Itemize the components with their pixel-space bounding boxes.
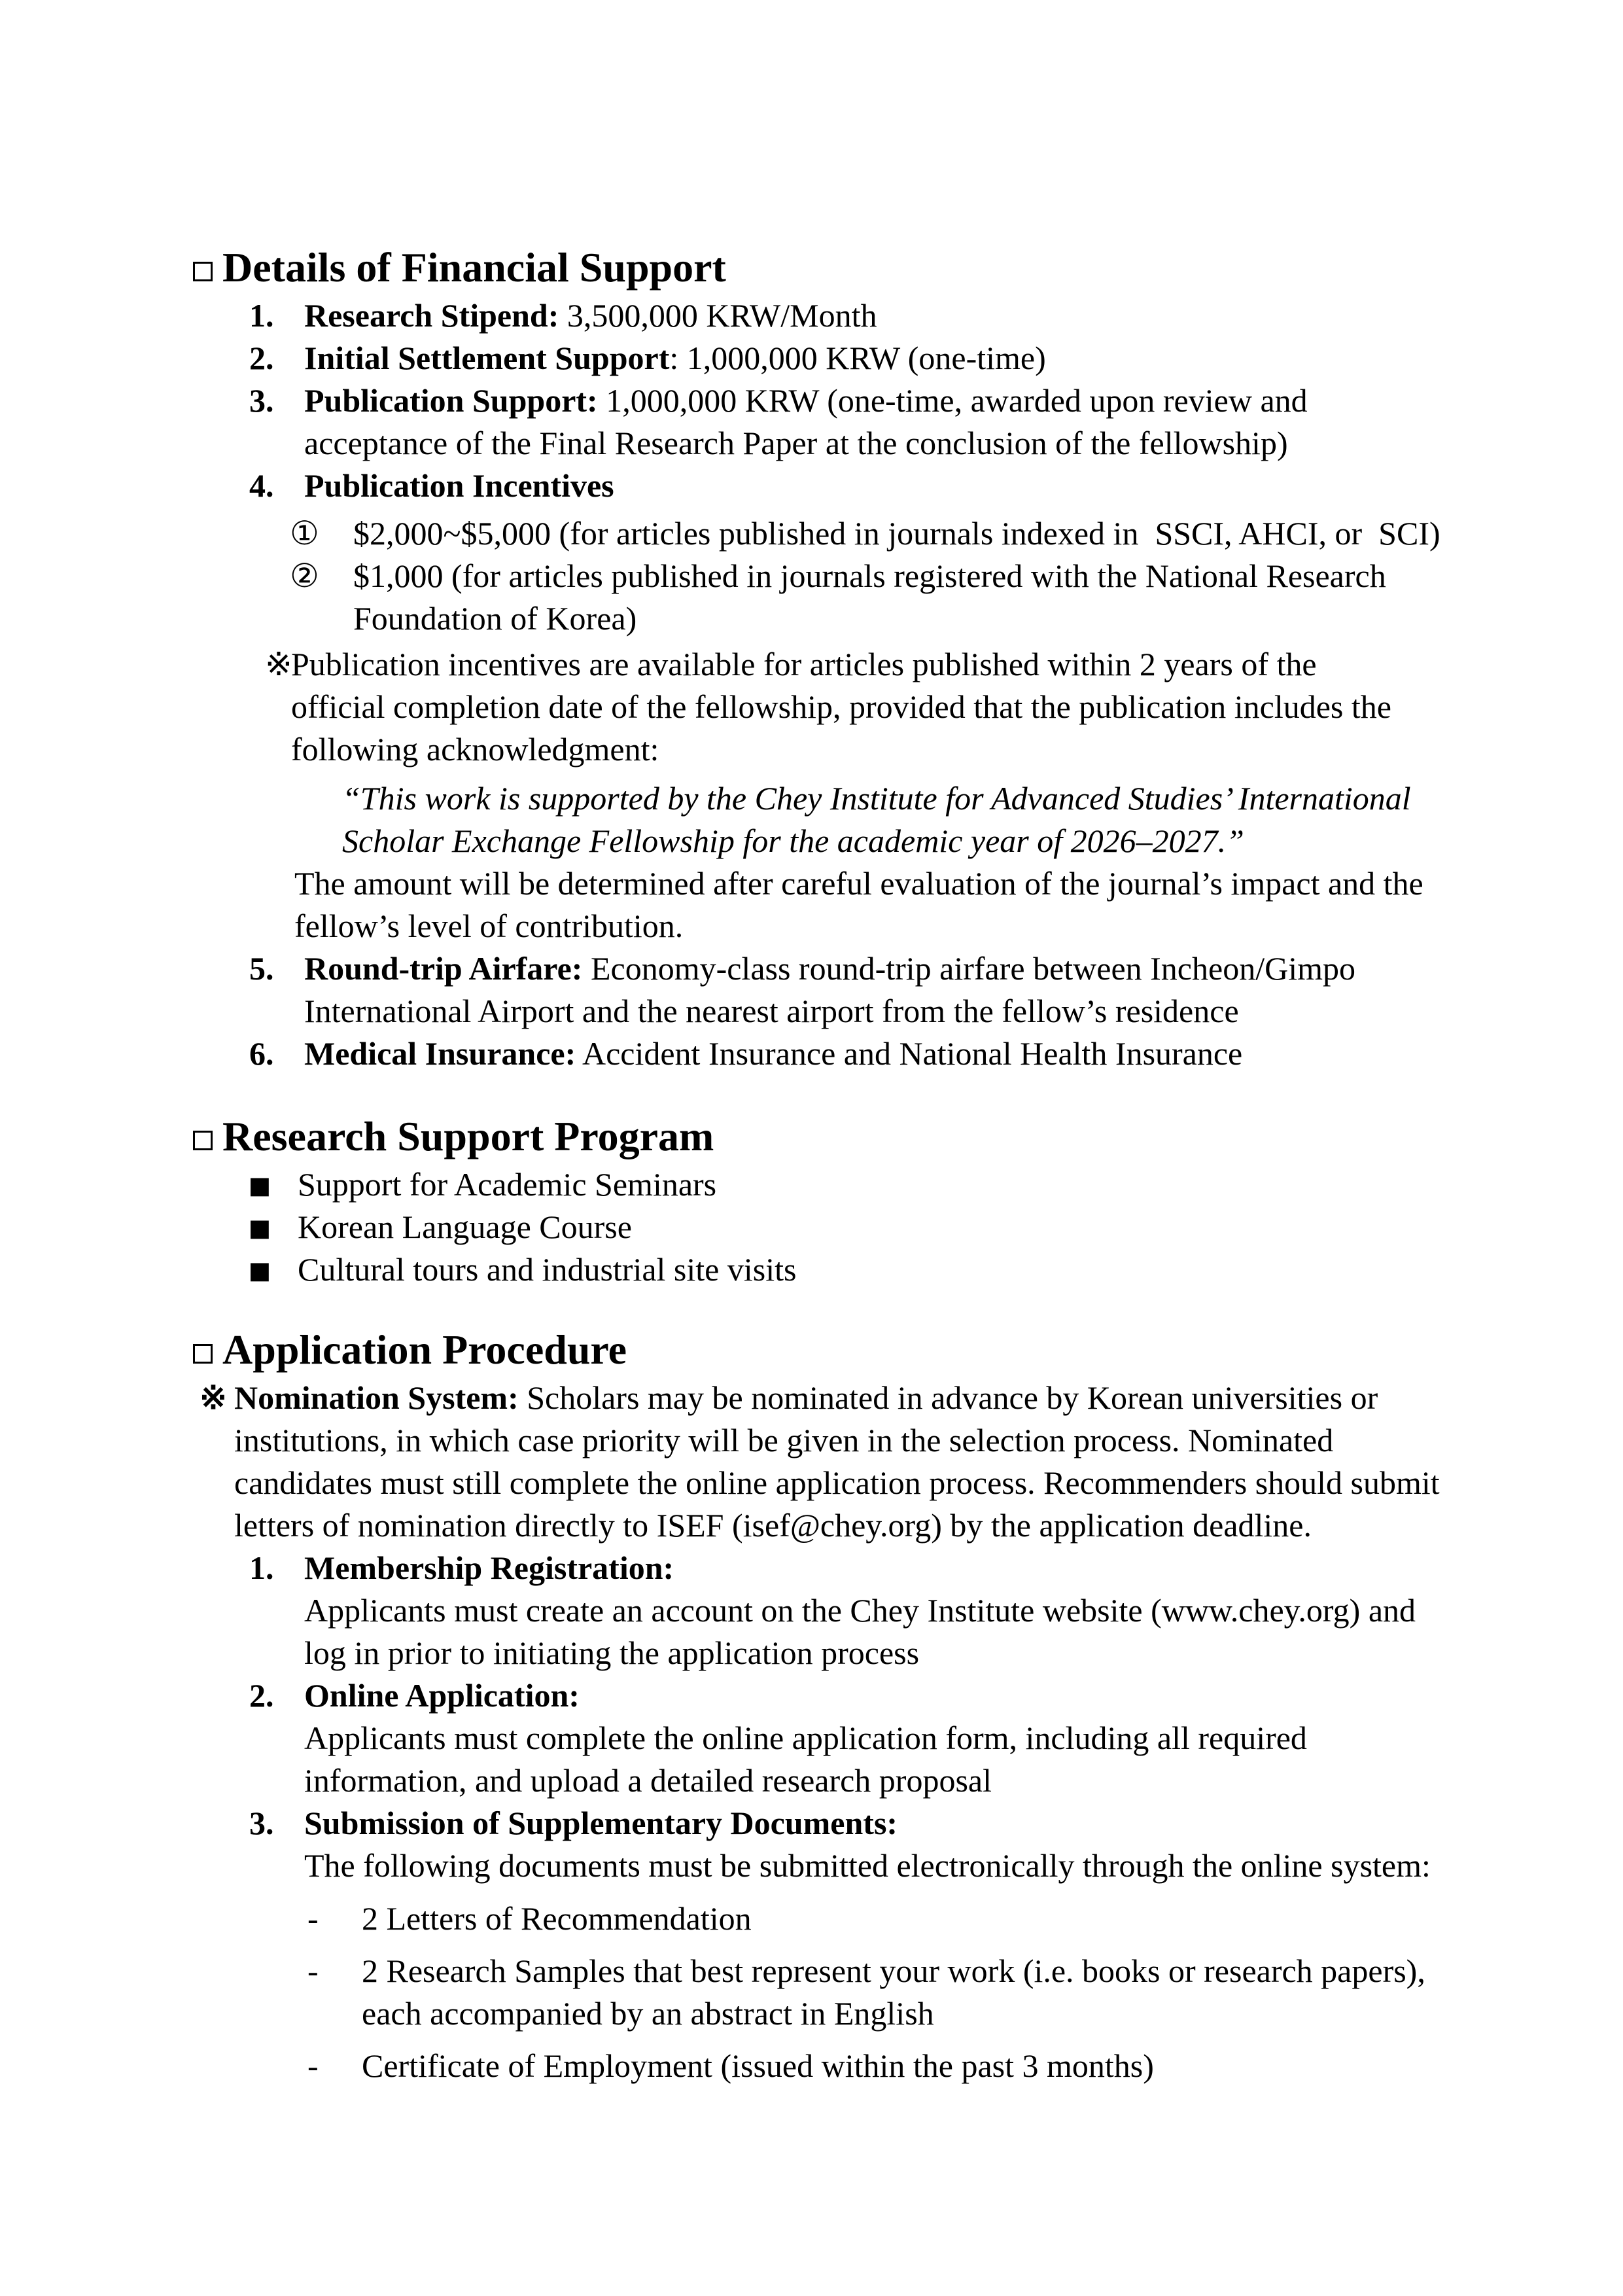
section-heading-application-procedure xyxy=(193,1324,1459,1375)
text-line: The following documents must be submitted electronically through the online system: xyxy=(304,1847,1431,1884)
text-line: Korean Language Course xyxy=(298,1209,632,1245)
text-line xyxy=(304,294,1459,337)
item-label: Round-trip Airfare: xyxy=(304,950,583,987)
text-line xyxy=(234,1377,1459,1419)
text-line: $2,000~$5,000 (for articles published in journals indexed in SSCI, AHCI, or SCI) xyxy=(353,515,1440,552)
step-online-application xyxy=(193,1674,1459,1717)
item-label: Initial Settlement Support xyxy=(304,340,670,376)
text-line xyxy=(304,1033,1459,1075)
list-item-medical-insurance xyxy=(193,1033,1459,1075)
circled-digit-1-icon: ① xyxy=(290,515,319,552)
sub-item-incentive-2 xyxy=(193,555,1459,640)
list-number: 3. xyxy=(249,382,274,419)
item-label: Medical Insurance: xyxy=(304,1035,576,1072)
square-bullet-icon: ▪ xyxy=(247,1163,272,1206)
section-heading-text: Details of Financial Support xyxy=(222,244,726,291)
list-number: 4. xyxy=(249,467,274,504)
text-line: Applicants must create an account on the Chey Institute website (www.chey.org) and xyxy=(304,1592,1416,1629)
text-line xyxy=(304,380,1459,422)
section-heading-text: Research Support Program xyxy=(222,1113,714,1159)
text-line: Certificate of Employment (issued within the past 3 months) xyxy=(362,2047,1154,2084)
item-text: Economy-class round-trip airfare between Incheon/Gimpo xyxy=(582,950,1355,987)
text-line: acceptance of the Final Research Paper at the conclusion of the fellowship) xyxy=(304,425,1288,461)
step-label: Online Application: xyxy=(304,1677,580,1714)
step-label: Membership Registration: xyxy=(304,1549,674,1586)
reference-mark-icon: ※ xyxy=(265,646,292,682)
list-number: 1. xyxy=(249,1549,274,1586)
square-bullet-icon: ▪ xyxy=(247,1248,272,1291)
acknowledgment-quote xyxy=(193,777,1459,862)
text-line xyxy=(304,947,1459,990)
doc-item-research-samples xyxy=(193,1950,1459,2035)
dash-bullet: - xyxy=(307,1900,319,1937)
text-line: fellow’s level of contribution. xyxy=(294,908,684,944)
outline-square-bullet-icon xyxy=(193,262,213,281)
list-item-round-trip-airfare xyxy=(193,947,1459,1033)
item-text: : 1,000,000 KRW (one-time) xyxy=(669,340,1046,376)
section-heading-text: Application Procedure xyxy=(222,1326,627,1373)
text-line: following acknowledgment: xyxy=(291,731,659,768)
bullet-item-cultural-tours xyxy=(193,1248,1459,1291)
step-label: Submission of Supplementary Documents: xyxy=(304,1805,898,1841)
text-line: log in prior to initiating the application process xyxy=(304,1634,920,1671)
list-number: 3. xyxy=(249,1805,274,1841)
item-text: Accident Insurance and National Health Insurance xyxy=(576,1035,1243,1072)
step-online-application-paragraph xyxy=(193,1717,1459,1802)
note-nomination-system xyxy=(193,1377,1459,1547)
text-line: Foundation of Korea) xyxy=(353,600,637,637)
quote-line: “This work is supported by the Chey Institute for Advanced Studies’ International xyxy=(342,780,1411,817)
text-line: 2 Research Samples that best represent your work (i.e. books or research papers), xyxy=(362,1952,1425,1989)
step-supplementary-documents xyxy=(193,1802,1459,1845)
dash-bullet: - xyxy=(307,2047,319,2084)
text-line: Cultural tours and industrial site visits xyxy=(298,1251,797,1288)
square-bullet-icon: ▪ xyxy=(247,1206,272,1248)
text-line: The amount will be determined after careful evaluation of the journal’s impact and the xyxy=(294,865,1423,902)
step-supplementary-documents-paragraph xyxy=(193,1845,1459,1887)
text-line: institutions, in which case priority will be given in the selection process. Nominated xyxy=(234,1422,1334,1458)
reference-mark-icon: ※ xyxy=(200,1379,227,1416)
item-text: 1,000,000 KRW (one-time, awarded upon review and xyxy=(597,382,1308,419)
bullet-item-korean-language xyxy=(193,1206,1459,1248)
quote-line: Scholar Exchange Fellowship for the academic year of 2026–2027.” xyxy=(342,822,1244,859)
list-item-publication-support xyxy=(193,380,1459,465)
item-label: Publication Support: xyxy=(304,382,598,419)
amount-determination-text xyxy=(193,862,1459,947)
text-line: information, and upload a detailed research proposal xyxy=(304,1762,992,1799)
item-label: Nomination System: xyxy=(234,1379,519,1416)
outline-square-bullet-icon xyxy=(193,1131,213,1150)
text-line: Support for Academic Seminars xyxy=(298,1166,717,1203)
section-heading-financial-support xyxy=(193,242,1459,293)
note-publication-incentives xyxy=(193,643,1459,771)
list-number: 6. xyxy=(249,1035,274,1072)
list-number: 5. xyxy=(249,950,274,987)
text-line: each accompanied by an abstract in English xyxy=(362,1995,934,2032)
text-line xyxy=(304,337,1459,380)
text-line: $1,000 (for articles published in journals registered with the National Research xyxy=(353,557,1386,594)
text-line: official completion date of the fellowship, provided that the publication includes the xyxy=(291,688,1391,725)
list-number: 2. xyxy=(249,340,274,376)
text-line: letters of nomination directly to ISEF (isef@chey.org) by the application deadline. xyxy=(234,1507,1312,1544)
doc-item-letters-of-recommendation xyxy=(193,1898,1459,1940)
sub-item-incentive-1 xyxy=(193,512,1459,555)
list-item-publication-incentives xyxy=(193,465,1459,507)
text-line: Publication incentives are available for articles published within 2 years of the xyxy=(291,646,1317,682)
text-line: candidates must still complete the online application process. Recommenders should submit xyxy=(234,1464,1440,1501)
list-number: 1. xyxy=(249,297,274,334)
text-line xyxy=(304,465,1459,507)
text-line: 2 Letters of Recommendation xyxy=(362,1900,752,1937)
step-membership-registration xyxy=(193,1547,1459,1589)
text-line: Applicants must complete the online application form, including all required xyxy=(304,1720,1307,1756)
item-text: Scholars may be nominated in advance by Korean universities or xyxy=(518,1379,1378,1416)
item-label: Publication Incentives xyxy=(304,467,614,504)
item-label: Research Stipend: xyxy=(304,297,559,334)
text-line: International Airport and the nearest airport from the fellow’s residence xyxy=(304,993,1239,1029)
bullet-item-academic-seminars xyxy=(193,1163,1459,1206)
step-membership-paragraph xyxy=(193,1589,1459,1674)
dash-bullet: - xyxy=(307,1952,319,1989)
circled-digit-2-icon: ② xyxy=(290,557,319,594)
outline-square-bullet-icon xyxy=(193,1344,213,1364)
section-heading-research-support xyxy=(193,1111,1459,1162)
doc-item-certificate-of-employment xyxy=(193,2045,1459,2087)
list-item-research-stipend xyxy=(193,294,1459,337)
list-item-initial-settlement xyxy=(193,337,1459,380)
list-number: 2. xyxy=(249,1677,274,1714)
item-text: 3,500,000 KRW/Month xyxy=(559,297,877,334)
